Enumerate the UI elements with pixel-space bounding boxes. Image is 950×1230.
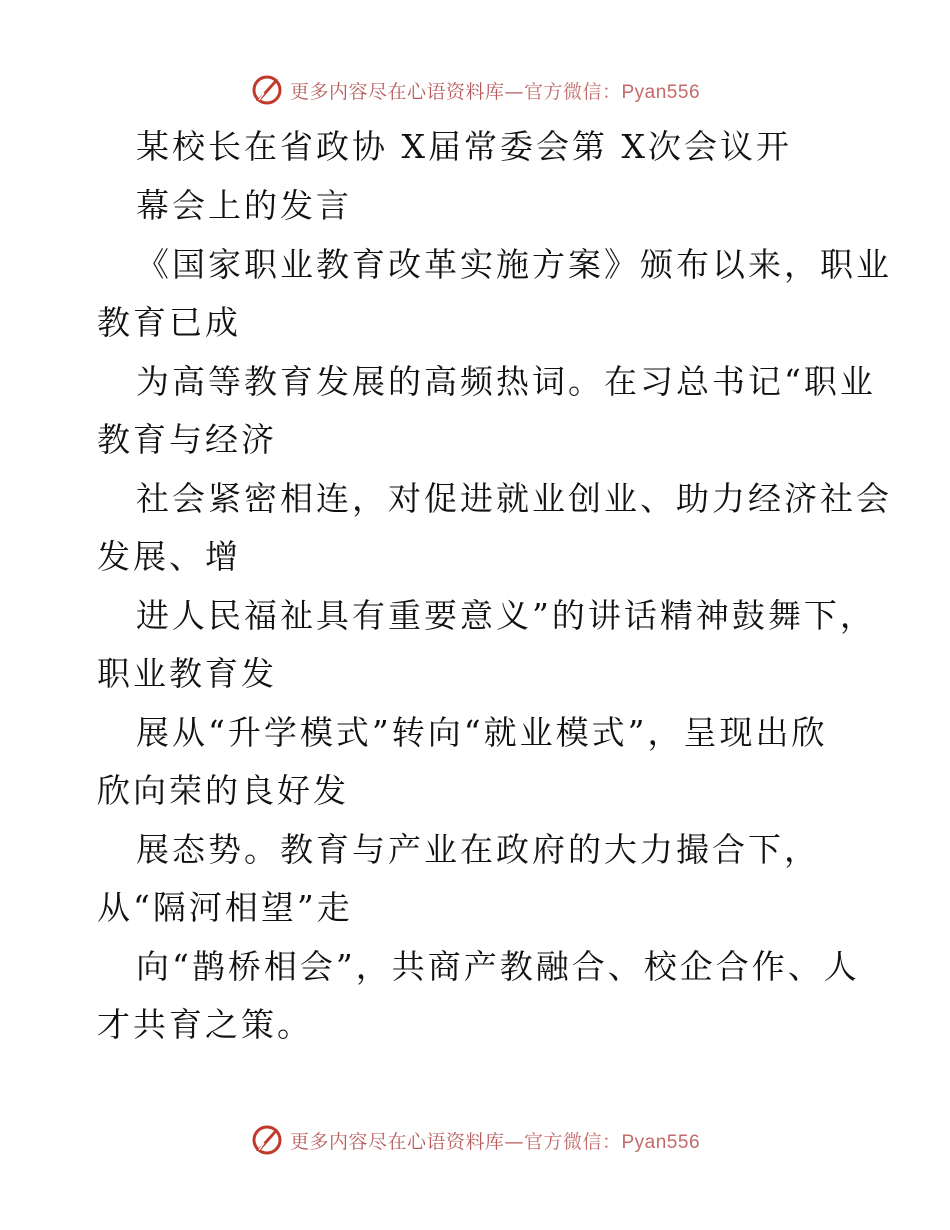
footer-wechat-label: 官方微信： [523,1130,622,1153]
footer-banner [0,1120,950,1160]
doc-paragraph-line: 发展、增 [97,537,241,576]
doc-paragraph-line: 从“隔河相望”走 [97,888,353,927]
doc-paragraph-line: 才共育之策。 [97,1005,313,1044]
doc-paragraph-line: 社会紧密相连，对促进就业创业、助力经济社会 [136,479,892,518]
doc-paragraph-line: 向“鹊桥相会”，共商产教融合、校企合作、人 [136,947,860,986]
doc-paragraph-line: 为高等教育发展的高频热词。在习总书记“职业 [136,362,876,401]
header-site-text: 更多内容尽在心语资料库 [289,80,505,103]
doc-paragraph-line: 教育已成 [97,303,241,342]
doc-paragraph-line: 展从“升学模式”转向“就业模式”，呈现出欣 [136,713,828,752]
header-wechat-id: Pyan556 [621,81,701,103]
footer-site-text: 更多内容尽在心语资料库 [289,1130,505,1153]
doc-paragraph-line: 教育与经济 [97,420,277,459]
doc-paragraph-line: 《国家职业教育改革实施方案》颁布以来，职业 [136,245,892,284]
header-wechat-label: 官方微信： [523,80,622,103]
quill-pen-logo-icon [250,73,284,107]
footer-banner-inner [250,1123,700,1157]
doc-paragraph-line: 职业教育发 [97,654,277,693]
doc-paragraph-line: 欣向荣的良好发 [97,771,349,810]
doc-paragraph-line: 进人民福祉具有重要意义”的讲话精神鼓舞下， [136,596,876,635]
footer-dash: — [504,1130,524,1153]
header-dash: — [504,80,524,103]
header-banner-text [290,77,700,104]
footer-wechat-id: Pyan556 [621,1131,701,1153]
footer-banner-text [290,1127,700,1154]
quill-pen-logo-icon [250,1123,284,1157]
header-banner [0,70,950,110]
doc-paragraph-line: 展态势。教育与产业在政府的大力撮合下， [136,830,820,869]
doc-title-line-1: 某校长在省政协 X届常委会第 X次会议开 [136,127,792,166]
header-banner-inner [250,73,700,107]
doc-title-line-2: 幕会上的发言 [136,186,352,225]
